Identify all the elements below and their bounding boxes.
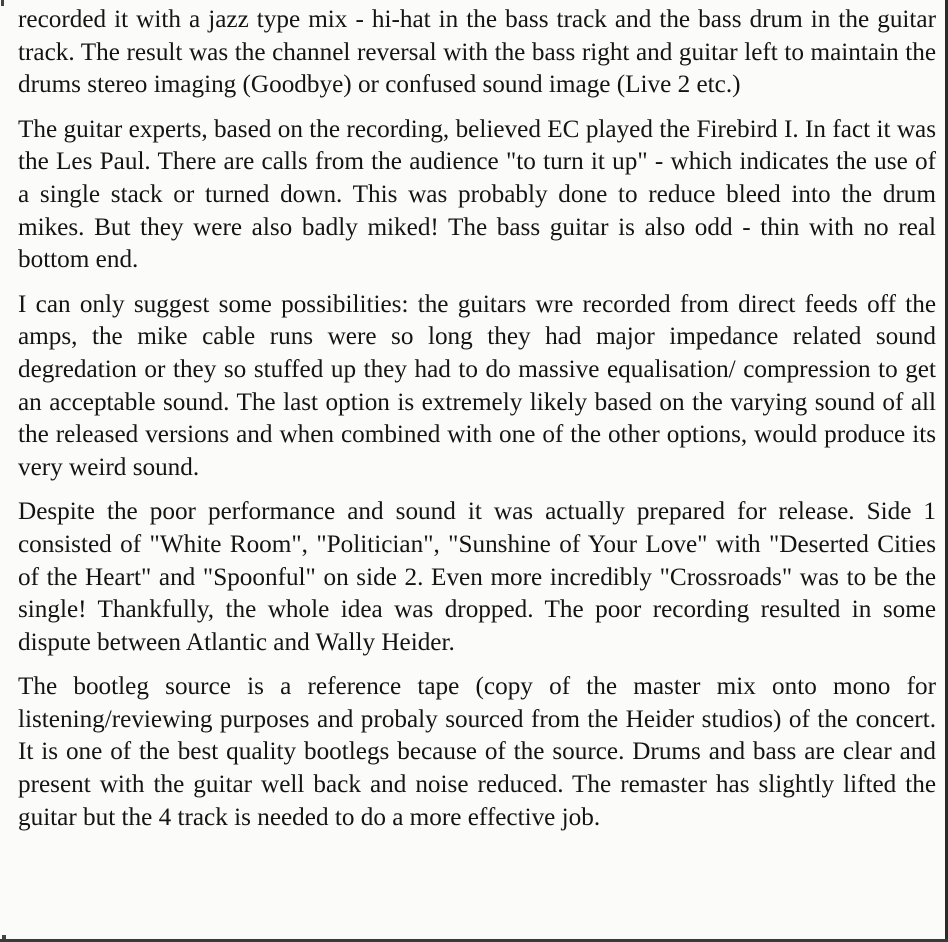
paragraph-guitar-experts: The guitar experts, based on the recording, believed EC played the Firebird I. In fact it was the Les Paul. There are calls from the audience "to turn it up" - which indicates the use of a single stack or turned down. This was probably done to reduce bleed into the drum mikes. But they were also badly miked! The bass guitar is also odd - thin with no real bottom end.: [18, 115, 936, 274]
document-body: [18, 4, 936, 846]
scan-corner-mark: [1, 0, 4, 6]
paragraph-release-plans: Despite the poor performance and sound it was actually prepared for release. Side 1 consisted of "White Room", "Politician", "Sunshine of Your Love" with "Deserted Cities of the Heart" and "Spoonful" on side 2. Even more incredibly "Crossroads" was to be the single! Thankfully, the whole idea was dropped. The poor recording resulted in some dispute between Atlantic and Wally Heider.: [18, 498, 936, 656]
paragraph-possibilities: I can only suggest some possibilities: the guitars wre recorded from direct feeds off the amps, the mike cable runs were so long they had major impedance related sound degredation or they so stuffed up they had to do massive equalisation/ compression to get an acceptable sound. The last option is extremely likely based on the varying sound of all the released versions and when combined with one of the other options, would produce its very weird sound.: [18, 290, 936, 481]
paragraph-bootleg-source: The bootleg source is a reference tape (copy of the master mix onto mono for listening/reviewing purposes and probaly sourced from the Heider studios) of the concert. It is one of the best quality bootlegs because of the source. Drums and bass are clear and present with the guitar well back and noise reduced. The remaster has slightly lifted the guitar but the 4 track is needed to do a more effective job.: [18, 673, 936, 831]
paragraph-recording-mix: recorded it with a jazz type mix - hi-hat in the bass track and the bass drum in the guitar track. The result was the channel reversal with the bass right and guitar left to maintain the drums stereo imaging (Goodbye) or confused sound image (Live 2 etc.): [18, 6, 936, 99]
